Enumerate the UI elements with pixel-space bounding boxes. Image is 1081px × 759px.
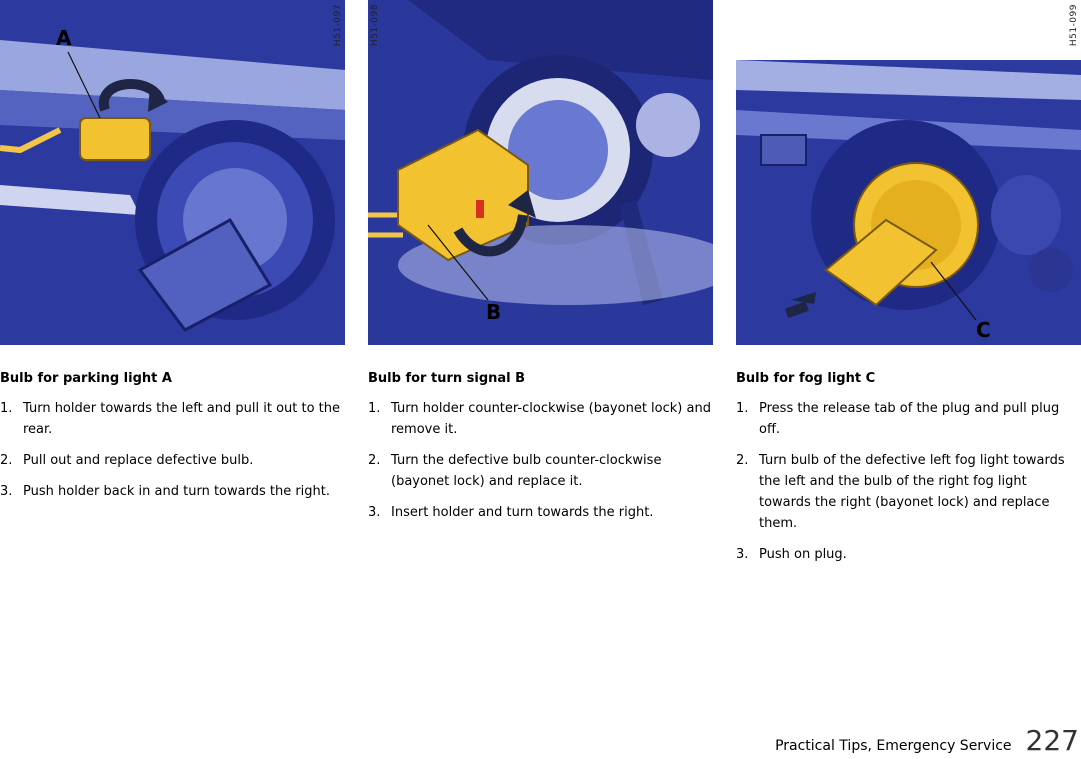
footer-section-title: Practical Tips, Emergency Service (775, 738, 1012, 754)
figure-code: H51-098 (370, 4, 380, 47)
figure-code: H51-097 (333, 4, 343, 47)
illustration-turn-signal (368, 0, 713, 345)
page-number: 227 (1025, 724, 1079, 757)
step-text: Push on plug. (759, 547, 847, 562)
callout-label-c: C (976, 318, 991, 342)
instruction-step (736, 544, 1081, 565)
illustration-parking-light (0, 0, 345, 345)
step-number: 3. (0, 484, 13, 499)
step-number: 2. (0, 453, 13, 468)
callout-label-b: B (486, 300, 502, 324)
callout-label-a: A (56, 26, 72, 50)
instruction-step (368, 450, 713, 492)
figure-code: H51-099 (1069, 4, 1079, 47)
instruction-step (0, 398, 345, 440)
step-text: Turn holder towards the left and pull it out to the rear. (23, 401, 341, 437)
headlight-drawing-a (0, 0, 345, 345)
instruction-list (0, 398, 345, 502)
illustration-fog-light (736, 0, 1081, 345)
step-text: Press the release tab of the plug and pull plug off. (759, 401, 1060, 437)
section-heading: Bulb for fog light C (736, 371, 876, 386)
step-number: 1. (736, 401, 749, 416)
instruction-step (368, 398, 713, 440)
headlight-drawing-c (736, 0, 1081, 345)
instruction-step (0, 481, 345, 502)
step-text: Insert holder and turn towards the right. (391, 505, 654, 520)
section-heading: Bulb for turn signal B (368, 371, 526, 386)
column-parking-light (0, 0, 345, 512)
instruction-step (368, 502, 713, 523)
instruction-step (736, 398, 1081, 440)
instruction-step (0, 450, 345, 471)
instruction-step (736, 450, 1081, 534)
step-text: Push holder back in and turn towards the right. (23, 484, 331, 499)
headlight-drawing-b (368, 0, 713, 345)
step-number: 2. (368, 453, 381, 468)
step-text: Turn the defective bulb counter-clockwise (bayonet lock) and replace it. (391, 453, 662, 489)
step-number: 1. (368, 401, 381, 416)
step-number: 3. (368, 505, 381, 520)
page-footer (775, 724, 1079, 757)
instruction-list (736, 398, 1081, 565)
column-turn-signal (368, 0, 713, 533)
step-text: Turn bulb of the defective left fog light towards the left and the bulb of the right fog light towards the right (bayonet lock) and replace them. (759, 453, 1065, 531)
step-number: 2. (736, 453, 749, 468)
column-fog-light (736, 0, 1081, 575)
section-heading: Bulb for parking light A (0, 371, 172, 386)
step-text: Turn holder counter-clockwise (bayonet lock) and remove it. (391, 401, 711, 437)
step-number: 1. (0, 401, 13, 416)
step-number: 3. (736, 547, 749, 562)
instruction-list (368, 398, 713, 523)
step-text: Pull out and replace defective bulb. (23, 453, 254, 468)
